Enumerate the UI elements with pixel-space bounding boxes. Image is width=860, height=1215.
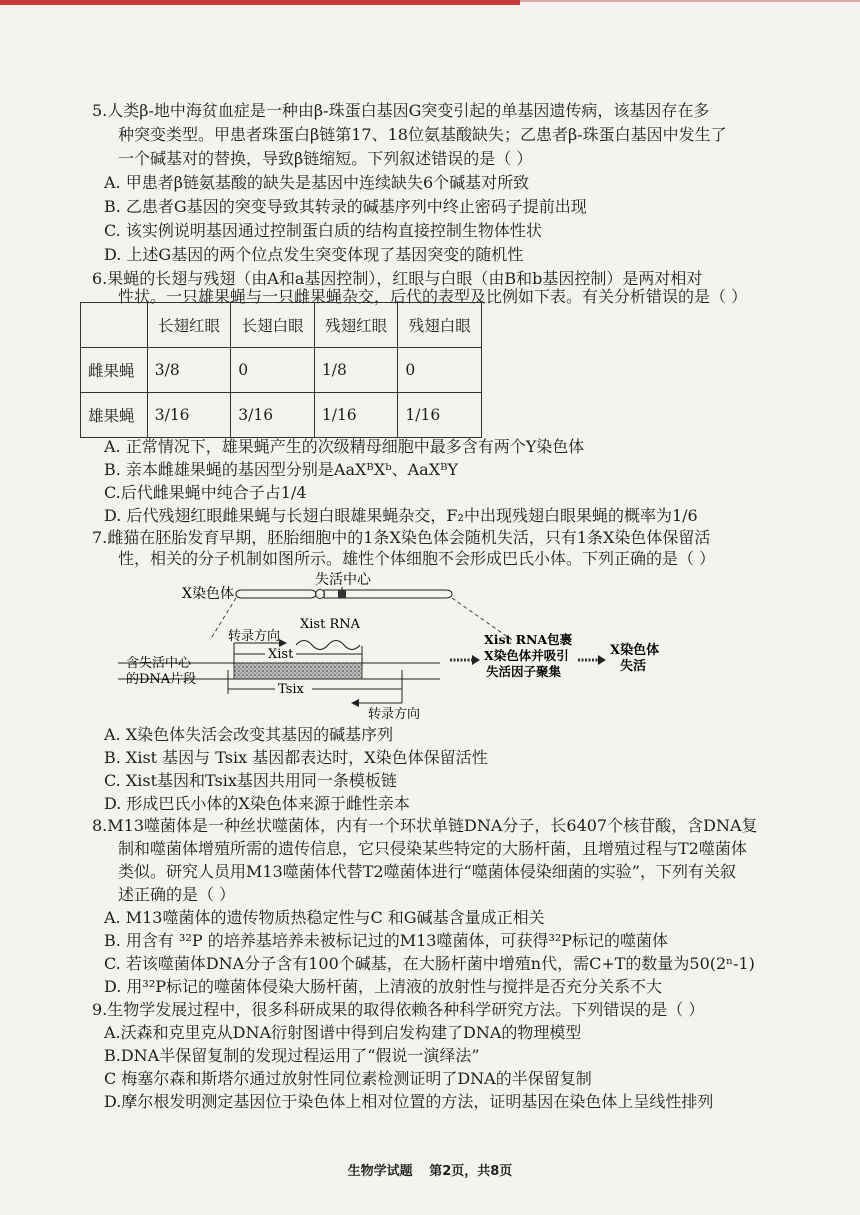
q6-option-b: B. 亲本雌雄果蝇的基因型分别是AaXᴮXᵇ、AaXᴮY: [104, 460, 459, 479]
table-cell: 3/16: [231, 393, 315, 438]
q7-option-a: A. X染色体失活会改变其基因的碱基序列: [104, 725, 394, 744]
table-header-row: [81, 303, 482, 348]
q8-stem-line1: 8.M13噬菌体是一种丝状噬菌体，内有一个环状单链DNA分子，长6407个核苷酸，含DNA复: [92, 816, 758, 835]
process-arrow-2-head: [598, 655, 606, 665]
xist-gene-region: [234, 663, 362, 679]
q5-option-d: D. 上述G基因的两个位点发生突变体现了基因突变的随机性: [104, 245, 524, 264]
q5-stem-line1: 5.人类β-地中海贫血症是一种由β-珠蛋白基因G突变引起的单基因遗传病，该基因存在多: [92, 101, 710, 120]
q7-option-d: D. 形成巴氏小体的X染色体来源于雌性亲本: [104, 794, 410, 813]
chromosome-left-arm: [236, 590, 316, 598]
q7-stem-line1: 7.雌猫在胚胎发育早期，胚胎细胞中的1条X染色体会随机失活，只有1条X染色体保留活: [92, 528, 711, 547]
xist-rna-label: Xist RNA: [300, 617, 360, 632]
q9-option-b: B.DNA半保留复制的发现过程运用了“假说一演绎法”: [104, 1046, 480, 1065]
q5-stem-line3: 一个碱基对的替换，导致β链缩短。下列叙述错误的是（ ）: [118, 149, 533, 168]
table-row: [81, 393, 482, 438]
q6-option-a: A. 正常情况下，雄果蝇产生的次级精母细胞中最多含有两个Y染色体: [104, 437, 585, 456]
table-header-cell: [81, 303, 148, 348]
table-cell: 1/8: [314, 348, 398, 393]
table-cell: 0: [398, 348, 482, 393]
table-header-cell: 残翅白眼: [398, 303, 482, 348]
footer-page-number: 第2页，共8页: [429, 1164, 513, 1179]
process-arrow-1-head: [472, 655, 480, 665]
q8-option-b: B. 用含有 ³²P 的培养基培养未被标记过的M13噬菌体，可获得³²P标记的噬菌体: [104, 931, 669, 950]
q8-option-d: D. 用³²P标记的噬菌体侵染大肠杆菌，上清液的放射性与搅拌是否充分关系不大: [104, 977, 663, 996]
table-row: [81, 348, 482, 393]
q8-stem-line3: 类似。研究人员用M13噬菌体代替T2噬菌体进行“噬菌体侵染细菌的实验”，下列有关叙: [118, 862, 736, 881]
q8-option-a: A. M13噬菌体的遗传物质热稳定性与C 和G碱基含量成正相关: [104, 908, 545, 927]
q9-option-a: A.沃森和克里克从DNA衍射图谱中得到启发构建了DNA的物理模型: [104, 1023, 582, 1042]
table-cell: 1/16: [398, 393, 482, 438]
xist-rna-strand: [296, 641, 360, 650]
dna-fragment-label-line1: 含失活中心: [126, 656, 192, 671]
q5-option-b: B. 乙患者G基因的突变导致其转录的碱基序列中终止密码子提前出现: [104, 197, 587, 216]
q5-option-a: A. 甲患者β链氨基酸的缺失是基因中连续缺失6个碱基对所致: [104, 173, 530, 192]
footer-subject: 生物学试题: [347, 1164, 413, 1179]
q5-stem-line2: 种突变类型。甲患者珠蛋白β链第17、18位氨基酸缺失；乙患者β-珠蛋白基因中发生了: [118, 125, 727, 144]
q7-option-b: B. Xist 基因与 Tsix 基因都表达时，X染色体保留活性: [104, 748, 488, 767]
x-inactivation-diagram: [110, 570, 760, 720]
q8-stem-line2: 制和噬菌体增殖所需的遗传信息，它只侵染某些特定的大肠杆菌，且增殖过程与T2噬菌体: [118, 839, 747, 858]
table-cell: 雌果蝇: [81, 348, 148, 393]
q6-option-d: D. 后代残翅红眼雌果蝇与长翅白眼雄果蝇杂交，F₂中出现残翅白眼果蝇的概率为1/6: [104, 506, 698, 525]
q8-option-c: C. 若该噬菌体DNA分子含有100个碱基，在大肠杆菌中增殖n代，需C+T的数量为50(2ⁿ-1): [104, 954, 755, 973]
inactivation-center-label: 失活中心: [315, 572, 371, 588]
q7-option-c: C. Xist基因和Tsix基因共用同一条模板链: [104, 771, 397, 790]
centromere: [316, 590, 325, 599]
table-cell: 0: [231, 348, 315, 393]
tsix-gene-label: Tsix: [278, 682, 304, 697]
table-header-cell: 残翅红眼: [314, 303, 398, 348]
process-step-line1: Xist RNA包裹: [484, 632, 573, 647]
offspring-phenotype-table: [80, 302, 482, 438]
result-line1: X染色体: [610, 643, 660, 658]
dna-fragment-label-line2: 的DNA片段: [126, 672, 197, 687]
table-header-cell: 长翅红眼: [147, 303, 231, 348]
transcription-direction-bottom: 转录方向: [368, 707, 421, 720]
q5-option-c: C. 该实例说明基因通过控制蛋白质的结构直接控制生物体性状: [104, 221, 542, 240]
q9-stem-line1: 9.生物学发展过程中，很多科研成果的取得依赖各种科学研究方法。下列错误的是（ ）: [92, 1000, 705, 1019]
table-cell: 3/8: [147, 348, 231, 393]
q9-option-c: C 梅塞尔森和斯塔尔通过放射性同位素检测证明了DNA的半保留复制: [104, 1069, 592, 1088]
transcription-direction-top: 转录方向: [228, 629, 281, 644]
q7-stem-line2: 性，相关的分子机制如图所示。雄性个体细胞不会形成巴氏小体。下列正确的是（ ）: [118, 549, 716, 568]
inactivation-center-mark: [338, 590, 346, 598]
process-step-line3: 失活因子聚集: [486, 664, 562, 679]
q6-option-c: C.后代雌果蝇中纯合子占1/4: [104, 483, 307, 502]
xist-gene-label: Xist: [268, 647, 294, 662]
table-cell: 1/16: [314, 393, 398, 438]
x-chromosome-label: X染色体: [182, 586, 234, 602]
table-cell: 3/16: [147, 393, 231, 438]
q9-option-d: D.摩尔根发明测定基因位于染色体上相对位置的方法，证明基因在染色体上呈线性排列: [104, 1092, 714, 1111]
q6-stem-line2: 性状。一只雄果蝇与一只雌果蝇杂交，后代的表型及比例如下表。有关分析错误的是（ ）: [118, 287, 748, 306]
table-cell: 雄果蝇: [81, 393, 148, 438]
q8-stem-line4: 述正确的是（ ）: [118, 885, 236, 904]
result-line2: 失活: [620, 659, 647, 674]
process-step-line2: X染色体并吸引: [484, 648, 569, 663]
table-header-cell: 长翅白眼: [231, 303, 315, 348]
q6-stem-line1: 6.果蝇的长翅与残翅（由A和a基因控制），红眼与白眼（由B和b基因控制）是两对相对: [92, 269, 703, 288]
page-footer: [0, 1160, 860, 1179]
